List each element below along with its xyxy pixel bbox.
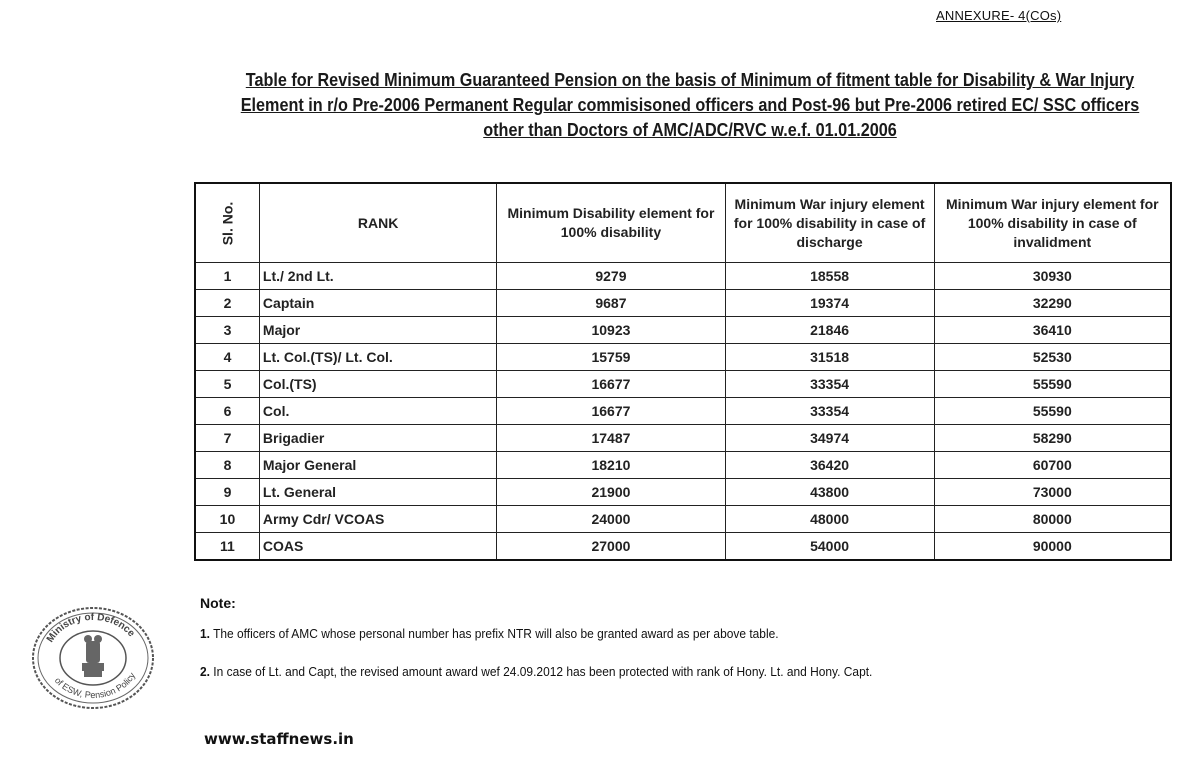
ministry-seal-icon: [28, 603, 158, 713]
cell-war-invalidment: 55590: [934, 398, 1171, 425]
table-row: [195, 425, 1171, 452]
cell-war-discharge: 34974: [725, 425, 934, 452]
cell-sl-no: 8: [195, 452, 259, 479]
header-disability: Minimum Disability element for 100% disability: [497, 183, 725, 263]
pension-table: [194, 182, 1172, 561]
cell-rank: Col.(TS): [259, 371, 496, 398]
cell-war-invalidment: 55590: [934, 371, 1171, 398]
cell-disability: 17487: [497, 425, 725, 452]
cell-disability: 16677: [497, 398, 725, 425]
cell-war-discharge: 48000: [725, 506, 934, 533]
website-footer: www.staffnews.in: [204, 730, 354, 748]
table-row: [195, 452, 1171, 479]
table-row: [195, 317, 1171, 344]
cell-rank: Captain: [259, 290, 496, 317]
cell-disability: 21900: [497, 479, 725, 506]
cell-war-invalidment: 52530: [934, 344, 1171, 371]
cell-war-discharge: 21846: [725, 317, 934, 344]
cell-disability: 9279: [497, 263, 725, 290]
cell-disability: 18210: [497, 452, 725, 479]
table-body: [195, 263, 1171, 561]
cell-sl-no: 4: [195, 344, 259, 371]
table-row: [195, 371, 1171, 398]
cell-rank: Major: [259, 317, 496, 344]
cell-war-discharge: 33354: [725, 398, 934, 425]
cell-rank: Lt. Col.(TS)/ Lt. Col.: [259, 344, 496, 371]
cell-disability: 15759: [497, 344, 725, 371]
table-row: [195, 398, 1171, 425]
table-header-row: [195, 183, 1171, 263]
cell-war-invalidment: 36410: [934, 317, 1171, 344]
header-war-invalidment: Minimum War injury element for 100% disability in case of invalidment: [934, 183, 1171, 263]
document-title: Table for Revised Minimum Guaranteed Pension on the basis of Minimum of fitment table for Disability & War Injury Element in r/o Pre-2006 Permanent Regular commisisoned officers and Post-96 but Pre-2006 retired EC/ SSC officers other than Doctors of AMC/ADC/RVC w.e.f. 01.01.2006: [240, 70, 1140, 140]
cell-sl-no: 5: [195, 371, 259, 398]
cell-rank: Col.: [259, 398, 496, 425]
table-row: [195, 290, 1171, 317]
cell-disability: 27000: [497, 533, 725, 561]
cell-sl-no: 10: [195, 506, 259, 533]
header-rank: RANK: [259, 183, 496, 263]
cell-sl-no: 2: [195, 290, 259, 317]
note-item-2: 2. In case of Lt. and Capt, the revised amount award wef 24.09.2012 has been protected with rank of Hony. Lt. and Hony. Capt.: [200, 664, 873, 679]
cell-rank: Brigadier: [259, 425, 496, 452]
header-war-discharge: Minimum War injury element for 100% disability in case of discharge: [725, 183, 934, 263]
cell-sl-no: 7: [195, 425, 259, 452]
cell-war-invalidment: 58290: [934, 425, 1171, 452]
cell-rank: COAS: [259, 533, 496, 561]
cell-war-invalidment: 80000: [934, 506, 1171, 533]
cell-sl-no: 6: [195, 398, 259, 425]
cell-war-discharge: 43800: [725, 479, 934, 506]
cell-war-discharge: 31518: [725, 344, 934, 371]
cell-disability: 16677: [497, 371, 725, 398]
cell-rank: Army Cdr/ VCOAS: [259, 506, 496, 533]
cell-war-discharge: 54000: [725, 533, 934, 561]
cell-war-invalidment: 60700: [934, 452, 1171, 479]
cell-sl-no: 9: [195, 479, 259, 506]
note-heading: Note:: [200, 595, 236, 611]
svg-text:of ESW, Pension Policy: of ESW, Pension Policy: [52, 670, 138, 701]
cell-disability: 24000: [497, 506, 725, 533]
cell-rank: Lt./ 2nd Lt.: [259, 263, 496, 290]
annexure-label: ANNEXURE- 4(COs): [936, 8, 1062, 23]
cell-war-discharge: 36420: [725, 452, 934, 479]
table-row: [195, 344, 1171, 371]
cell-war-invalidment: 73000: [934, 479, 1171, 506]
cell-war-invalidment: 32290: [934, 290, 1171, 317]
cell-disability: 10923: [497, 317, 725, 344]
cell-sl-no: 1: [195, 263, 259, 290]
cell-war-discharge: 33354: [725, 371, 934, 398]
cell-rank: Lt. General: [259, 479, 496, 506]
note-item-1: 1. The officers of AMC whose personal number has prefix NTR will also be granted award as per above table.: [200, 626, 779, 641]
table-row: [195, 506, 1171, 533]
table-row: [195, 479, 1171, 506]
cell-sl-no: 11: [195, 533, 259, 561]
cell-rank: Major General: [259, 452, 496, 479]
cell-war-discharge: 19374: [725, 290, 934, 317]
table-row: [195, 533, 1171, 561]
cell-war-invalidment: 90000: [934, 533, 1171, 561]
cell-sl-no: 3: [195, 317, 259, 344]
cell-war-discharge: 18558: [725, 263, 934, 290]
svg-text:Ministry of Defence: Ministry of Defence: [44, 611, 137, 645]
header-sl-no: Sl. No.: [195, 183, 259, 263]
table-row: [195, 263, 1171, 290]
cell-disability: 9687: [497, 290, 725, 317]
cell-war-invalidment: 30930: [934, 263, 1171, 290]
